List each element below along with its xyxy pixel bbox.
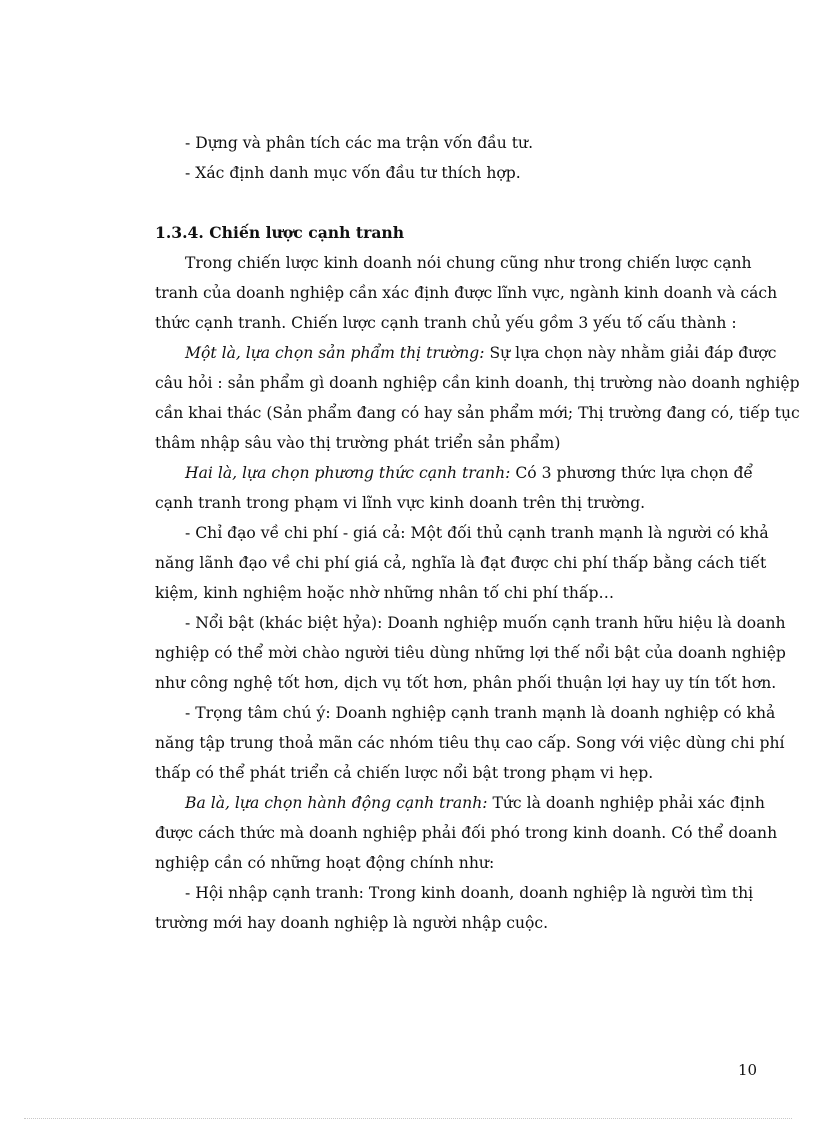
para-one-line: cần khai thác (Sản phẩm đang có hay sản phẩm mới; Thị trường đang có, tiếp tục	[155, 404, 800, 422]
intro-line: tranh của doanh nghiệp cần xác định được lĩnh vực, ngành kinh doanh và cách	[155, 284, 778, 302]
para-one-line: thâm nhập sâu vào thị trường phát triển sản phẩm)	[155, 434, 561, 452]
para-three-line: được cách thức mà doanh nghiệp phải đối phó trong kinh doanh. Có thể doanh	[155, 824, 778, 842]
bullet-portfolio: - Xác định danh mục vốn đầu tư thích hợp.	[185, 164, 521, 182]
para-three-line: nghiệp cần có những hoạt động chính như:	[155, 854, 495, 872]
section-heading: 1.3.4. Chiến lược cạnh tranh	[155, 223, 405, 242]
para-one-first-rest: Sự lựa chọn này nhằm giải đáp được	[484, 344, 777, 362]
para-three-lead: Ba là, lựa chọn hành động cạnh tranh:	[185, 794, 488, 812]
para-two-lead: Hai là, lựa chọn phương thức cạnh tranh:	[185, 464, 511, 482]
page-bottom-rule	[24, 1118, 792, 1119]
bullet-cost-leadership: - Chỉ đạo về chi phí - giá cả: Một đối thủ cạnh tranh mạnh là người có khả	[185, 524, 769, 542]
para-three-first-line	[155, 793, 765, 813]
para-one-lead: Một là, lựa chọn sản phẩm thị trường:	[185, 344, 485, 362]
para-three-first-rest: Tức là doanh nghiệp phải xác định	[487, 794, 765, 812]
para-two-first-line	[155, 463, 754, 483]
bullet-build-matrix: - Dựng và phân tích các ma trận vốn đầu tư.	[185, 134, 534, 152]
bullet-cost-leadership-line: năng lãnh đạo về chi phí giá cả, nghĩa là đạt được chi phí thấp bằng cách tiết	[155, 554, 767, 572]
bullet-focus-line: năng tập trung thoả mãn các nhóm tiêu thụ cao cấp. Song với việc dùng chi phí	[155, 734, 785, 752]
bullet-integration-line: trường mới hay doanh nghiệp là người nhập cuộc.	[155, 914, 549, 932]
bullet-cost-leadership-line: kiệm, kinh nghiệm hoặc nhờ những nhân tố chi phí thấp…	[155, 584, 615, 602]
bullet-focus-line: thấp có thể phát triển cả chiến lược nổi bật trong phạm vi hẹp.	[155, 764, 654, 782]
intro-line: thức cạnh tranh. Chiến lược cạnh tranh chủ yếu gồm 3 yếu tố cấu thành :	[155, 314, 737, 332]
para-two-first-rest: Có 3 phương thức lựa chọn để	[510, 464, 754, 482]
bullet-differentiation-line: như công nghệ tốt hơn, dịch vụ tốt hơn, phân phối thuận lợi hay uy tín tốt hơn.	[155, 674, 777, 692]
bullet-integration: - Hội nhập cạnh tranh: Trong kinh doanh, doanh nghiệp là người tìm thị	[185, 884, 754, 902]
para-two-line: cạnh tranh trong phạm vi lĩnh vực kinh doanh trên thị trường.	[155, 494, 646, 512]
intro-line: Trong chiến lược kinh doanh nói chung cũng như trong chiến lược cạnh	[185, 254, 752, 272]
para-one-line: câu hỏi : sản phẩm gì doanh nghiệp cần kinh doanh, thị trường nào doanh nghiệp	[155, 374, 800, 392]
bullet-differentiation: - Nổi bật (khác biệt hỷa): Doanh nghiệp muốn cạnh tranh hữu hiệu là doanh	[185, 614, 786, 632]
bullet-focus: - Trọng tâm chú ý: Doanh nghiệp cạnh tranh mạnh là doanh nghiệp có khả	[185, 704, 776, 722]
bullet-differentiation-line: nghiệp có thể mời chào người tiêu dùng những lợi thế nổi bật của doanh nghiệp	[155, 644, 786, 662]
para-one-first-line	[155, 343, 777, 363]
page-number: 10	[738, 1061, 758, 1079]
